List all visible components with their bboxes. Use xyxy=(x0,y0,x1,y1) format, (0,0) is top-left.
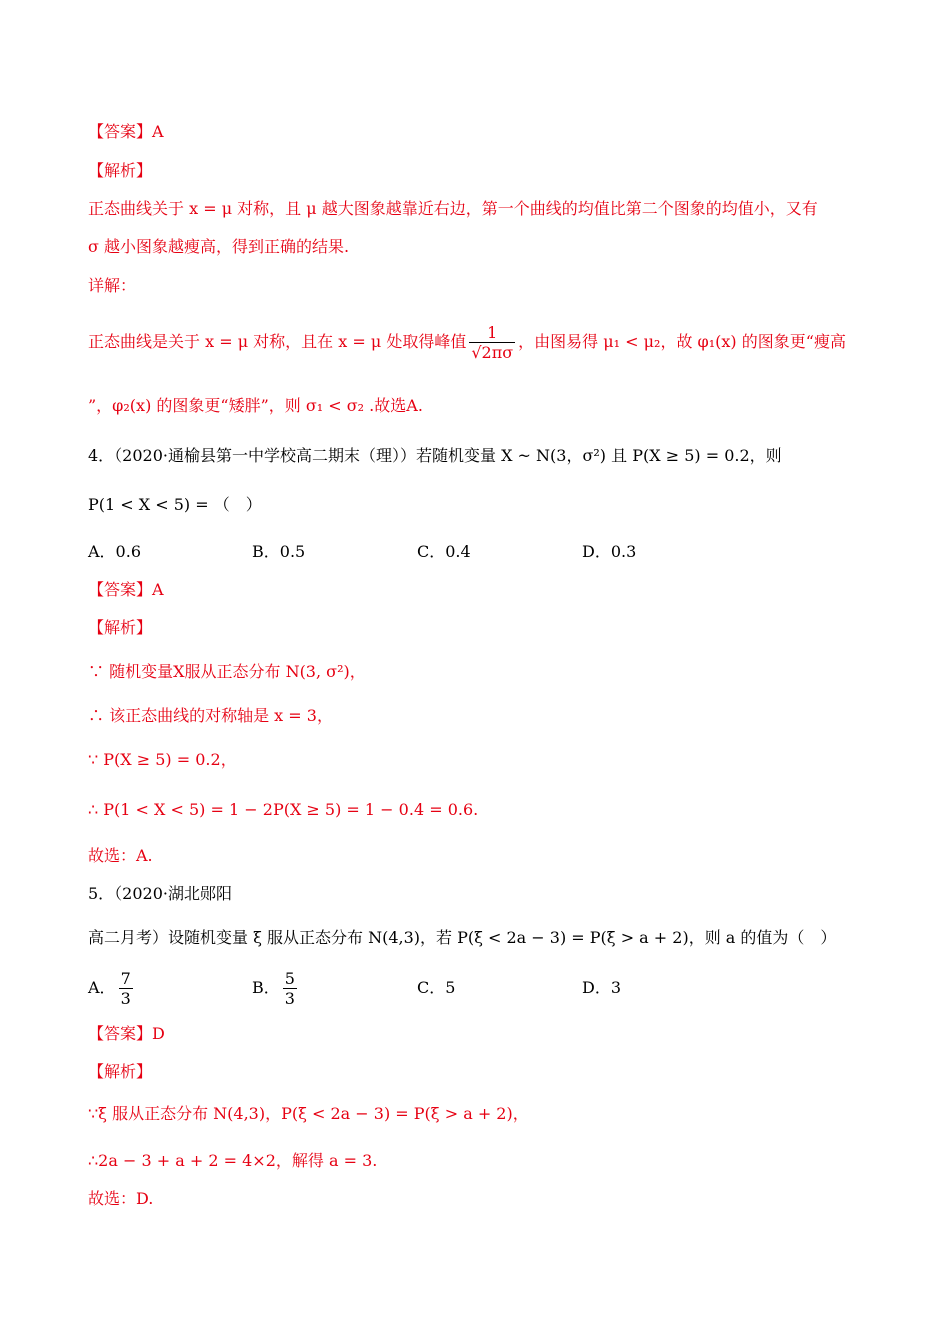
fraction-denominator: 3 xyxy=(284,989,295,1008)
q4-answer: 【答案】A xyxy=(88,580,164,599)
q3-answer: 【答案】A xyxy=(88,122,164,141)
fraction-denominator: 3 xyxy=(120,989,131,1008)
q5-conclusion: 故选：D. xyxy=(88,1189,154,1208)
q3-detail-line1 xyxy=(88,320,846,364)
q5-step1: ∵ξ 服从正态分布 N(4,3)，P(ξ < 2a − 3) = P(ξ > a + 2)， xyxy=(88,1104,529,1123)
q3-peak-fraction xyxy=(469,323,515,362)
q4-step2: ∴ 该正态曲线的对称轴是 x = 3， xyxy=(88,706,333,725)
q4-step1: ∵ 随机变量X服从正态分布 N(3, σ²)， xyxy=(88,662,366,681)
q3-analysis-line1: 正态曲线关于 x = μ 对称，且 μ 越大图象越靠近右边，第一个曲线的均值比第二个图象的均值小，又有 xyxy=(88,199,818,218)
q3-detail-text-b: ，由图易得 μ₁ < μ₂，故 φ₁(x) 的图象更“瘦高 xyxy=(518,332,846,351)
q3-analysis-label: 【解析】 xyxy=(88,161,153,180)
q4-stem-line2: P(1 < X < 5) = （ ） xyxy=(88,495,262,514)
q5-option-b-label: B． xyxy=(252,978,280,997)
q4-stem-line1: 4．（2020·通榆县第一中学校高二期末（理））若随机变量 X ~ N(3，σ²) 且 P(X ≥ 5) = 0.2，则 xyxy=(88,446,782,465)
fraction-numerator: 1 xyxy=(469,323,515,343)
q4-option-b: B．0.5 xyxy=(252,542,306,561)
fraction-numerator: 5 xyxy=(284,969,295,988)
q4-option-c: C．0.4 xyxy=(417,542,471,561)
q4-option-a: A．0.6 xyxy=(88,542,142,561)
q5-option-d: D．3 xyxy=(582,978,622,997)
q4-analysis-label: 【解析】 xyxy=(88,618,153,637)
q5-option-a-fraction xyxy=(119,969,133,1008)
q5-option-c: C．5 xyxy=(417,978,456,997)
q4-step3: ∵ P(X ≥ 5) = 0.2， xyxy=(88,750,237,769)
q3-detail-line2: ”，φ₂(x) 的图象更“矮胖”，则 σ₁ < σ₂ .故选A. xyxy=(88,396,423,415)
q3-detail-text-a: 正态曲线是关于 x = μ 对称，且在 x = μ 处取得峰值 xyxy=(88,332,467,351)
q3-detail-label: 详解： xyxy=(88,276,137,295)
fraction-denominator: √2πσ xyxy=(471,343,514,362)
q5-option-b xyxy=(252,966,300,1010)
q5-option-a xyxy=(88,966,136,1010)
q4-option-d: D．0.3 xyxy=(582,542,637,561)
q4-step4: ∴ P(1 < X < 5) = 1 − 2P(X ≥ 5) = 1 − 0.4 = 0.6. xyxy=(88,800,479,819)
q5-option-b-fraction xyxy=(283,969,297,1008)
q5-answer: 【答案】D xyxy=(88,1024,165,1043)
q5-stem-line2: 高二月考）设随机变量 ξ 服从正态分布 N(4,3)，若 P(ξ < 2a − 3) = P(ξ > a + 2)，则 a 的值为（ ） xyxy=(88,928,837,947)
q5-step2: ∴2a − 3 + a + 2 = 4×2，解得 a = 3. xyxy=(88,1151,378,1170)
q4-conclusion: 故选：A. xyxy=(88,846,153,865)
q5-option-a-label: A． xyxy=(88,978,116,997)
q5-stem-line1: 5．（2020·湖北郧阳 xyxy=(88,884,232,903)
q3-analysis-line2: σ 越小图象越瘦高，得到正确的结果. xyxy=(88,237,350,256)
q5-analysis-label: 【解析】 xyxy=(88,1062,153,1081)
fraction-numerator: 7 xyxy=(120,969,131,988)
